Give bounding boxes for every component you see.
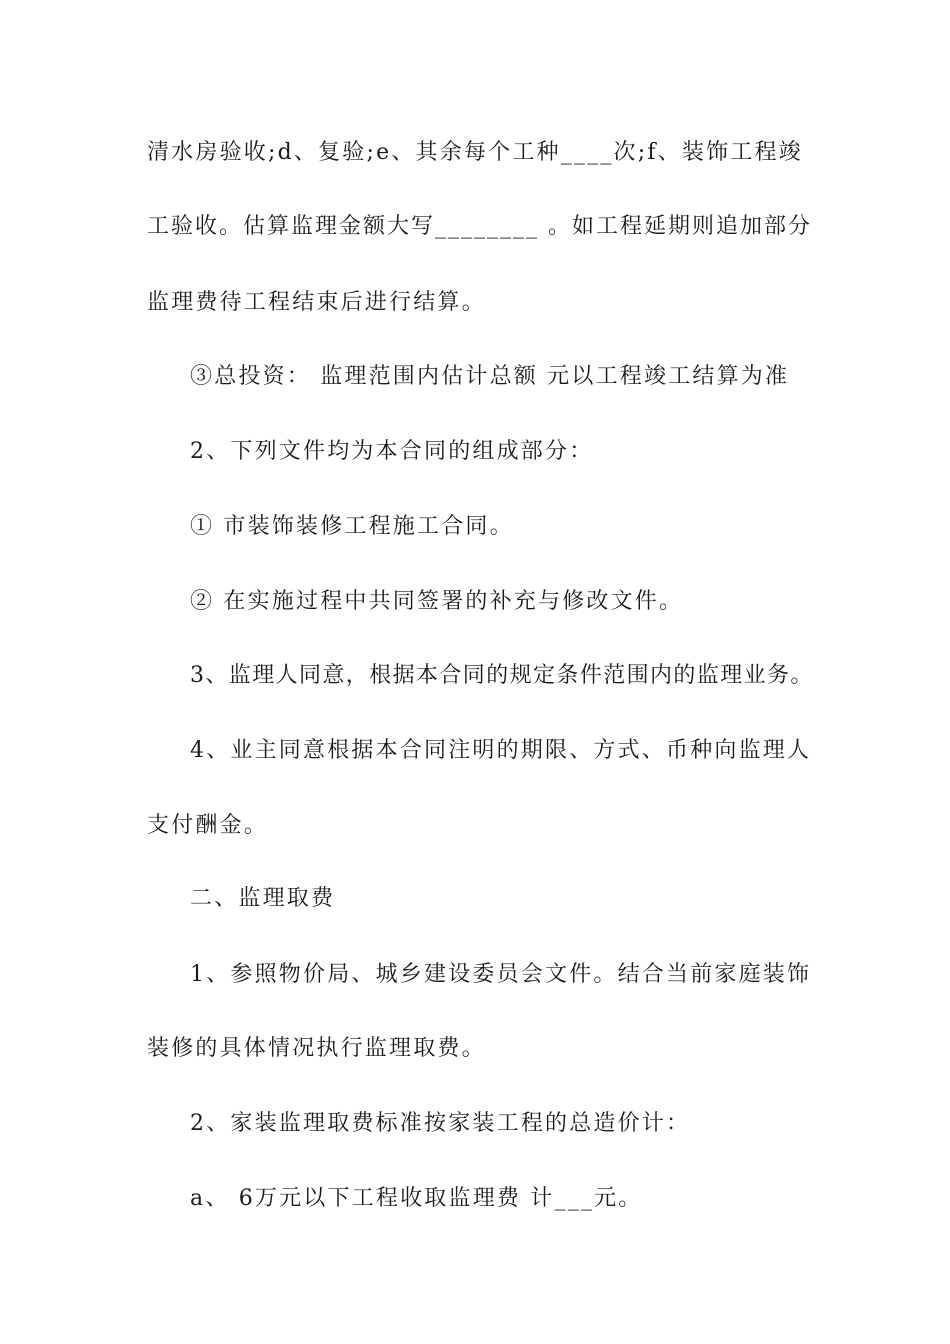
text-line: ② 在实施过程中共同签署的补充与修改文件。 <box>190 589 684 614</box>
text-line: ③总投资： 监理范围内估计总额 元以工程竣工结算为准 <box>190 364 790 389</box>
text-line: 1、参照物价局、城乡建设委员会文件。结合当前家庭装饰 <box>190 962 812 987</box>
text-line: a、 6万元以下工程收取监理费 计___元。 <box>190 1186 643 1211</box>
text-line: 4、业主同意根据本合同注明的期限、方式、币种向监理人 <box>190 738 812 763</box>
text-line: 支付酬金。 <box>147 813 269 838</box>
text-line: 清水房验收;d、复验;e、其余每个工种____次;f、装饰工程竣 <box>147 140 803 165</box>
text-line: 2、下列文件均为本合同的组成部分： <box>190 439 594 464</box>
text-line: 监理费待工程结束后进行结算。 <box>147 290 486 315</box>
text-line: 装修的具体情况执行监理取费。 <box>147 1036 486 1061</box>
text-line: ① 市装饰装修工程施工合同。 <box>190 514 514 539</box>
text-line: 工验收。估算监理金额大写________ 。如工程延期则追加部分 <box>147 214 812 239</box>
section-heading: 二、监理取费 <box>190 886 336 911</box>
text-line: 2、家装监理取费标准按家装工程的总造价计： <box>190 1111 691 1136</box>
text-line: 3、监理人同意，根据本合同的规定条件范围内的监理业务。 <box>190 663 814 688</box>
